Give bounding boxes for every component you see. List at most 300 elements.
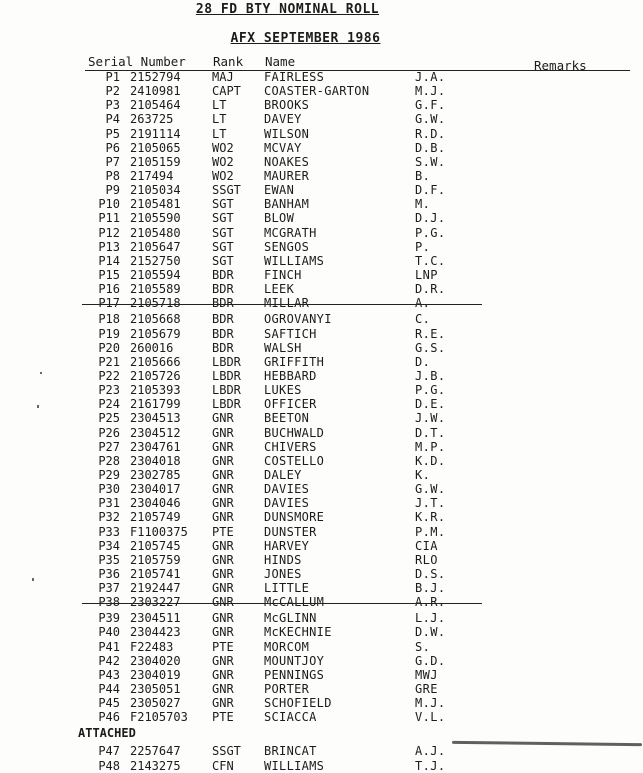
- personnel-id: P6: [105, 140, 120, 155]
- personnel-id: P20: [98, 340, 120, 355]
- serial-number: 2105745: [130, 538, 181, 553]
- surname: MILLAR: [264, 296, 310, 311]
- serial-number: 2305051: [130, 682, 181, 697]
- rank: GNR: [212, 411, 234, 426]
- surname: COASTER-GARTON: [264, 84, 370, 99]
- table-row: [0, 744, 643, 758]
- personnel-id: P16: [98, 282, 120, 297]
- initials: M.J.: [415, 696, 446, 711]
- initials: J.A.: [415, 70, 446, 84]
- serial-number: 2105480: [130, 225, 181, 240]
- personnel-id: P48: [98, 758, 120, 773]
- rank: CFN: [212, 758, 234, 773]
- rank: BDR: [212, 296, 234, 311]
- surname: CHIVERS: [264, 439, 317, 454]
- personnel-id: P4: [105, 112, 120, 127]
- surname: BANHAM: [264, 197, 310, 212]
- initials: K.: [415, 467, 431, 482]
- personnel-id: P10: [98, 197, 120, 212]
- surname: DUNSMORE: [264, 510, 325, 525]
- initials: D.B.: [415, 140, 446, 155]
- surname: PENNINGS: [264, 667, 325, 682]
- serial-number: 2105594: [130, 267, 181, 282]
- column-header-row: [85, 54, 630, 71]
- initials: D.S.: [415, 566, 446, 581]
- personnel-id: P19: [98, 326, 120, 341]
- table-row: [0, 383, 643, 397]
- table-row: [0, 668, 643, 682]
- serial-number: 2143275: [130, 758, 181, 773]
- surname: McGLINN: [264, 611, 317, 626]
- initials: D.R.: [415, 282, 446, 297]
- surname: SAFTICH: [264, 326, 317, 341]
- serial-number: 2410981: [130, 84, 181, 99]
- personnel-id: P14: [98, 253, 120, 268]
- rank: SGT: [212, 225, 234, 240]
- rank: WO2: [212, 140, 234, 155]
- initials: LNP: [415, 267, 438, 282]
- initials: MWJ: [415, 667, 438, 682]
- initials: GRE: [415, 682, 438, 697]
- rank: CAPT: [212, 84, 241, 99]
- rank: SGT: [212, 239, 234, 254]
- personnel-id: P35: [98, 552, 120, 567]
- table-row: [0, 710, 643, 724]
- table-row: [0, 254, 643, 268]
- serial-number: 263725: [130, 112, 174, 127]
- initials: D.W.: [415, 625, 446, 640]
- table-row: [0, 312, 643, 326]
- personnel-id: P2: [105, 84, 120, 99]
- serial-number: 2304018: [130, 453, 181, 468]
- surname: LUKES: [264, 383, 302, 398]
- surname: BRINCAT: [264, 744, 317, 759]
- initials: A.R.: [415, 595, 446, 610]
- initials: G.W.: [415, 112, 446, 127]
- rank: PTE: [212, 524, 234, 539]
- personnel-id: P27: [98, 439, 120, 454]
- rank: GNR: [212, 581, 234, 596]
- table-row: [0, 640, 643, 654]
- serial-number: 2152750: [130, 253, 181, 268]
- rank: GNR: [212, 552, 234, 567]
- rank: LBDR: [212, 397, 241, 412]
- personnel-id: P42: [98, 653, 120, 668]
- header-rank: Rank: [213, 54, 244, 69]
- serial-number: F2105703: [130, 710, 188, 725]
- surname: BROOKS: [264, 98, 310, 113]
- rank: WO2: [212, 154, 234, 169]
- serial-number: 2304019: [130, 667, 181, 682]
- serial-number: 2105590: [130, 211, 181, 226]
- table-row: [0, 525, 643, 539]
- serial-number: 2257647: [130, 744, 181, 759]
- surname: LITTLE: [264, 581, 310, 596]
- table-row: [0, 211, 643, 225]
- surname: PORTER: [264, 682, 310, 697]
- table-row: [0, 625, 643, 639]
- table-row: [0, 155, 643, 169]
- surname: SCIACCA: [264, 710, 317, 725]
- personnel-id: P13: [98, 239, 120, 254]
- serial-number: 2105065: [130, 140, 181, 155]
- header-name: Name: [265, 54, 296, 69]
- serial-number: 260016: [130, 340, 174, 355]
- personnel-id: P11: [98, 211, 120, 226]
- table-row: [0, 327, 643, 341]
- initials: P.: [415, 239, 431, 254]
- table-row: [0, 654, 643, 668]
- surname: BLOW: [264, 211, 295, 226]
- serial-number: 2304020: [130, 653, 181, 668]
- initials: G.S.: [415, 340, 446, 355]
- initials: P.G.: [415, 225, 446, 240]
- surname: MOUNTJOY: [264, 653, 325, 668]
- serial-number: 2105589: [130, 282, 181, 297]
- personnel-id: P44: [98, 682, 120, 697]
- rank: BDR: [212, 312, 234, 327]
- table-row: [0, 84, 643, 98]
- table-row: [0, 70, 643, 84]
- initials: M.J.: [415, 84, 446, 99]
- initials: G.F.: [415, 98, 446, 113]
- surname: DUNSTER: [264, 524, 317, 539]
- personnel-id: P25: [98, 411, 120, 426]
- roll-table: [0, 70, 643, 773]
- table-row: [0, 411, 643, 425]
- serial-number: F22483: [130, 639, 174, 654]
- table-row: [0, 440, 643, 454]
- initials: S.W.: [415, 154, 446, 169]
- rank: BDR: [212, 340, 234, 355]
- rank: GNR: [212, 682, 234, 697]
- initials: B.J.: [415, 581, 446, 596]
- surname: OFFICER: [264, 397, 317, 412]
- personnel-id: P24: [98, 397, 120, 412]
- initials: D.T.: [415, 425, 446, 440]
- scan-speck: [40, 372, 42, 374]
- rank: GNR: [212, 482, 234, 497]
- personnel-id: P41: [98, 639, 120, 654]
- surname: WILLIAMS: [264, 253, 325, 268]
- header-remarks: Remarks: [534, 58, 587, 73]
- table-row: [0, 468, 643, 482]
- serial-number: 2105726: [130, 368, 181, 383]
- table-row: [0, 510, 643, 524]
- initials: CIA: [415, 538, 438, 553]
- surname: DAVIES: [264, 482, 310, 497]
- surname: MORCOM: [264, 639, 310, 654]
- rank: LT: [212, 98, 227, 113]
- serial-number: 2304511: [130, 611, 181, 626]
- initials: D.E.: [415, 397, 446, 412]
- initials: T.C.: [415, 253, 446, 268]
- surname: OGROVANYI: [264, 312, 332, 327]
- personnel-id: P34: [98, 538, 120, 553]
- surname: McCALLUM: [264, 595, 325, 610]
- table-row: [0, 581, 643, 595]
- table-row: [0, 268, 643, 282]
- scan-speck: [37, 405, 39, 408]
- table-row: [0, 759, 643, 773]
- serial-number: 2304512: [130, 425, 181, 440]
- rank: GNR: [212, 510, 234, 525]
- rank: GNR: [212, 496, 234, 511]
- initials: D.J.: [415, 211, 446, 226]
- personnel-id: P38: [98, 595, 120, 610]
- serial-number: 2191114: [130, 126, 181, 141]
- initials: A.: [415, 296, 431, 311]
- surname: JONES: [264, 566, 302, 581]
- initials: G.W.: [415, 482, 446, 497]
- surname: BUCHWALD: [264, 425, 325, 440]
- surname: WILSON: [264, 126, 310, 141]
- scan-speck: [32, 578, 34, 581]
- serial-number: 2105464: [130, 98, 181, 113]
- initials: K.R.: [415, 510, 446, 525]
- surname: FAIRLESS: [264, 70, 325, 84]
- personnel-id: P5: [105, 126, 120, 141]
- table-row: [0, 197, 643, 211]
- initials: M.P.: [415, 439, 446, 454]
- initials: B.: [415, 168, 431, 183]
- personnel-id: P46: [98, 710, 120, 725]
- surname: LEEK: [264, 282, 295, 297]
- surname: BEETON: [264, 411, 310, 426]
- initials: J.W.: [415, 411, 446, 426]
- serial-number: 2105647: [130, 239, 181, 254]
- serial-number: 2105666: [130, 354, 181, 369]
- initials: K.D.: [415, 453, 446, 468]
- rank: GNR: [212, 439, 234, 454]
- rank: GNR: [212, 595, 234, 610]
- header-serial-number: Serial Number: [88, 54, 186, 69]
- rank: MAJ: [212, 70, 234, 84]
- surname: MCVAY: [264, 140, 302, 155]
- table-row: [0, 183, 643, 197]
- rank: GNR: [212, 611, 234, 626]
- serial-number: 2304761: [130, 439, 181, 454]
- table-row: [0, 567, 643, 581]
- serial-number: 2105749: [130, 510, 181, 525]
- surname: WALSH: [264, 340, 302, 355]
- personnel-id: P12: [98, 225, 120, 240]
- serial-number: 2304017: [130, 482, 181, 497]
- serial-number: 2105668: [130, 312, 181, 327]
- personnel-id: P29: [98, 467, 120, 482]
- personnel-id: P18: [98, 312, 120, 327]
- attached-section-label: ATTACHED: [78, 726, 136, 741]
- surname: HEBBARD: [264, 368, 317, 383]
- table-row: [0, 240, 643, 254]
- rank: GNR: [212, 538, 234, 553]
- table-row: [0, 682, 643, 696]
- surname: HARVEY: [264, 538, 310, 553]
- initials: A.J.: [415, 744, 446, 759]
- personnel-id: P32: [98, 510, 120, 525]
- serial-number: 2105481: [130, 197, 181, 212]
- personnel-id: P9: [105, 183, 120, 198]
- table-row: [0, 169, 643, 183]
- personnel-id: P7: [105, 154, 120, 169]
- surname: COSTELLO: [264, 453, 325, 468]
- rank: BDR: [212, 326, 234, 341]
- surname: NOAKES: [264, 154, 310, 169]
- serial-number: 2302785: [130, 467, 181, 482]
- surname: FINCH: [264, 267, 302, 282]
- rank: LBDR: [212, 383, 241, 398]
- table-row: [0, 496, 643, 510]
- serial-number: F1100375: [130, 524, 188, 539]
- table-row: [0, 341, 643, 355]
- table-row: [0, 539, 643, 553]
- initials: J.T.: [415, 496, 446, 511]
- table-row: [0, 369, 643, 383]
- serial-number: 2105759: [130, 552, 181, 567]
- personnel-id: P3: [105, 98, 120, 113]
- personnel-id: P45: [98, 696, 120, 711]
- serial-number: 2304046: [130, 496, 181, 511]
- rank: LT: [212, 112, 227, 127]
- rank: GNR: [212, 653, 234, 668]
- table-row: [0, 611, 643, 625]
- table-row: [0, 595, 643, 609]
- serial-number: 2192447: [130, 581, 181, 596]
- table-row: [0, 141, 643, 155]
- document-title: 28 FD BTY NOMINAL ROLL: [195, 2, 380, 17]
- table-row: [0, 397, 643, 411]
- serial-number: 2161799: [130, 397, 181, 412]
- table-row: [0, 696, 643, 710]
- personnel-id: P22: [98, 368, 120, 383]
- personnel-id: P30: [98, 482, 120, 497]
- serial-number: 2105393: [130, 383, 181, 398]
- personnel-id: P8: [105, 168, 120, 183]
- initials: L.J.: [415, 611, 446, 626]
- serial-number: 2304423: [130, 625, 181, 640]
- initials: R.D.: [415, 126, 446, 141]
- serial-number: 2105159: [130, 154, 181, 169]
- initials: RLO: [415, 552, 438, 567]
- personnel-id: P33: [98, 524, 120, 539]
- document-subtitle: AFX SEPTEMBER 1986: [230, 31, 381, 46]
- surname: MAURER: [264, 168, 310, 183]
- personnel-id: P39: [98, 611, 120, 626]
- rank: SSGT: [212, 183, 241, 198]
- table-row: [0, 226, 643, 240]
- initials: S.: [415, 639, 431, 654]
- serial-number: 2105718: [130, 296, 181, 311]
- rank: GNR: [212, 425, 234, 440]
- surname: MCGRATH: [264, 225, 317, 240]
- rank: GNR: [212, 453, 234, 468]
- personnel-id: P36: [98, 566, 120, 581]
- table-row: [0, 454, 643, 468]
- table-row: [0, 426, 643, 440]
- personnel-id: P40: [98, 625, 120, 640]
- rank: GNR: [212, 566, 234, 581]
- surname: SCHOFIELD: [264, 696, 332, 711]
- initials: M.: [415, 197, 431, 212]
- initials: P.G.: [415, 383, 446, 398]
- personnel-id: P1: [105, 70, 120, 84]
- personnel-id: P28: [98, 453, 120, 468]
- rank: PTE: [212, 710, 234, 725]
- personnel-id: P15: [98, 267, 120, 282]
- surname: WILLIAMS: [264, 758, 325, 773]
- initials: P.M.: [415, 524, 446, 539]
- serial-number: 2305027: [130, 696, 181, 711]
- surname: EWAN: [264, 183, 295, 198]
- personnel-id: P21: [98, 354, 120, 369]
- rank: BDR: [212, 267, 234, 282]
- initials: G.D.: [415, 653, 446, 668]
- serial-number: 2152794: [130, 70, 181, 84]
- surname: HINDS: [264, 552, 302, 567]
- serial-number: 2304513: [130, 411, 181, 426]
- serial-number: 2105679: [130, 326, 181, 341]
- initials: D.F.: [415, 183, 446, 198]
- table-row: [0, 355, 643, 369]
- table-row: [0, 296, 643, 310]
- surname: McKECHNIE: [264, 625, 332, 640]
- initials: V.L.: [415, 710, 446, 725]
- rank: GNR: [212, 625, 234, 640]
- rank: SGT: [212, 197, 234, 212]
- table-row: [0, 282, 643, 296]
- initials: D.: [415, 354, 431, 369]
- surname: DALEY: [264, 467, 302, 482]
- personnel-id: P43: [98, 667, 120, 682]
- rank: GNR: [212, 667, 234, 682]
- table-row: [0, 127, 643, 141]
- rank: WO2: [212, 168, 234, 183]
- rank: GNR: [212, 696, 234, 711]
- rank: SSGT: [212, 744, 241, 759]
- table-row: [0, 98, 643, 112]
- rank: SGT: [212, 211, 234, 226]
- personnel-id: P26: [98, 425, 120, 440]
- serial-number: 217494: [130, 168, 174, 183]
- initials: C.: [415, 312, 431, 327]
- personnel-id: P17: [98, 296, 120, 311]
- rank: BDR: [212, 282, 234, 297]
- personnel-id: P23: [98, 383, 120, 398]
- rank: LBDR: [212, 354, 241, 369]
- rank: LT: [212, 126, 227, 141]
- rank: LBDR: [212, 368, 241, 383]
- table-row: [0, 112, 643, 126]
- surname: DAVIES: [264, 496, 310, 511]
- table-row: [0, 482, 643, 496]
- initials: J.B.: [415, 368, 446, 383]
- personnel-id: P37: [98, 581, 120, 596]
- surname: GRIFFITH: [264, 354, 325, 369]
- surname: SENGOS: [264, 239, 310, 254]
- initials: T.J.: [415, 758, 446, 773]
- table-row: [0, 553, 643, 567]
- rank: GNR: [212, 467, 234, 482]
- serial-number: 2105034: [130, 183, 181, 198]
- personnel-id: P47: [98, 744, 120, 759]
- personnel-id: P31: [98, 496, 120, 511]
- serial-number: 2105741: [130, 566, 181, 581]
- serial-number: 2303227: [130, 595, 181, 610]
- surname: DAVEY: [264, 112, 302, 127]
- rank: SGT: [212, 253, 234, 268]
- rank: PTE: [212, 639, 234, 654]
- initials: R.E.: [415, 326, 446, 341]
